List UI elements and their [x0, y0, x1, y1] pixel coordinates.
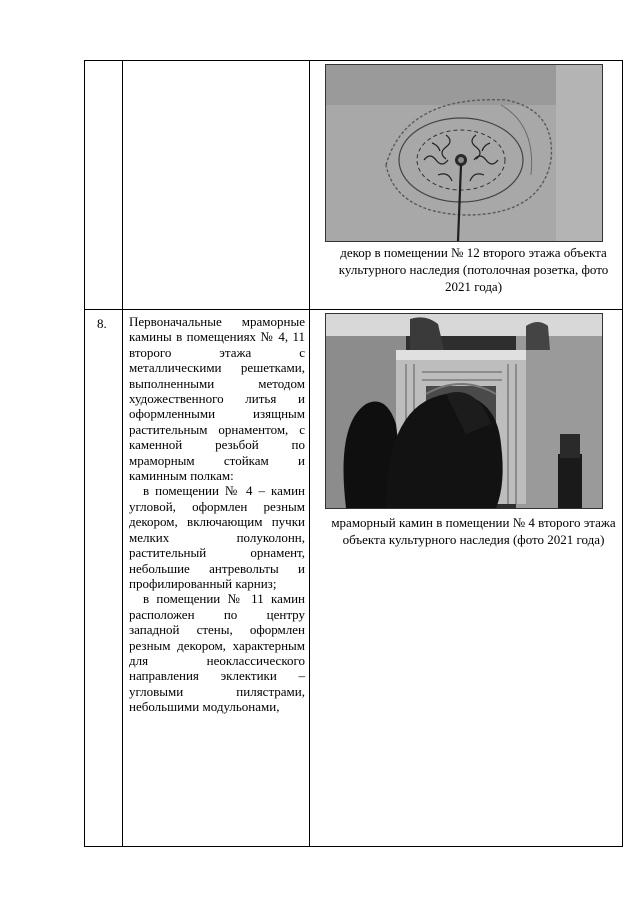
photo-cell: [310, 310, 623, 847]
row-number-cell: [85, 61, 123, 310]
photo-cell: [310, 61, 623, 310]
description-cell: [123, 61, 310, 310]
photo-caption: мраморный камин в помещении № 4 второго этажа объекта культурного наследия (фото 2021 года): [331, 515, 616, 547]
table-row: [85, 310, 623, 847]
description-cell: [123, 310, 310, 847]
marble-fireplace-photo: [325, 313, 603, 509]
description-item-room-4: в помещении № 4 – камин угловой, оформлен резным декором, включающим пучки мелких полуколонн, растительный орнамент, небольшие антревольты и профилированный карниз;: [129, 483, 305, 591]
description-intro: Первоначальные мраморные камины в помещениях № 4, 11 второго этажа с металлическими решетками, выполненными методом художественного литья и оформленными изящным растительным орнаментом, с каменной резьбой по мраморным стойкам и каминным полкам:: [129, 314, 305, 484]
row-number: [85, 61, 122, 67]
row-number-cell: [85, 310, 123, 847]
table-row: [85, 61, 623, 310]
ceiling-rosette-photo: [325, 64, 603, 242]
photo-caption: декор в помещении № 12 второго этажа объекта культурного наследия (потолочная розетка, фото 2021 года): [338, 245, 609, 294]
row-number: 8.: [97, 316, 107, 331]
description-item-room-11: в помещении № 11 камин расположен по центру западной стены, оформлен резным декором, характерным для неоклассического направления эклектики – угловыми пилястрами, небольшими модульонами,: [129, 591, 305, 715]
row-description: [123, 310, 309, 715]
heritage-objects-table: [84, 60, 623, 847]
row-description: [123, 61, 309, 65]
